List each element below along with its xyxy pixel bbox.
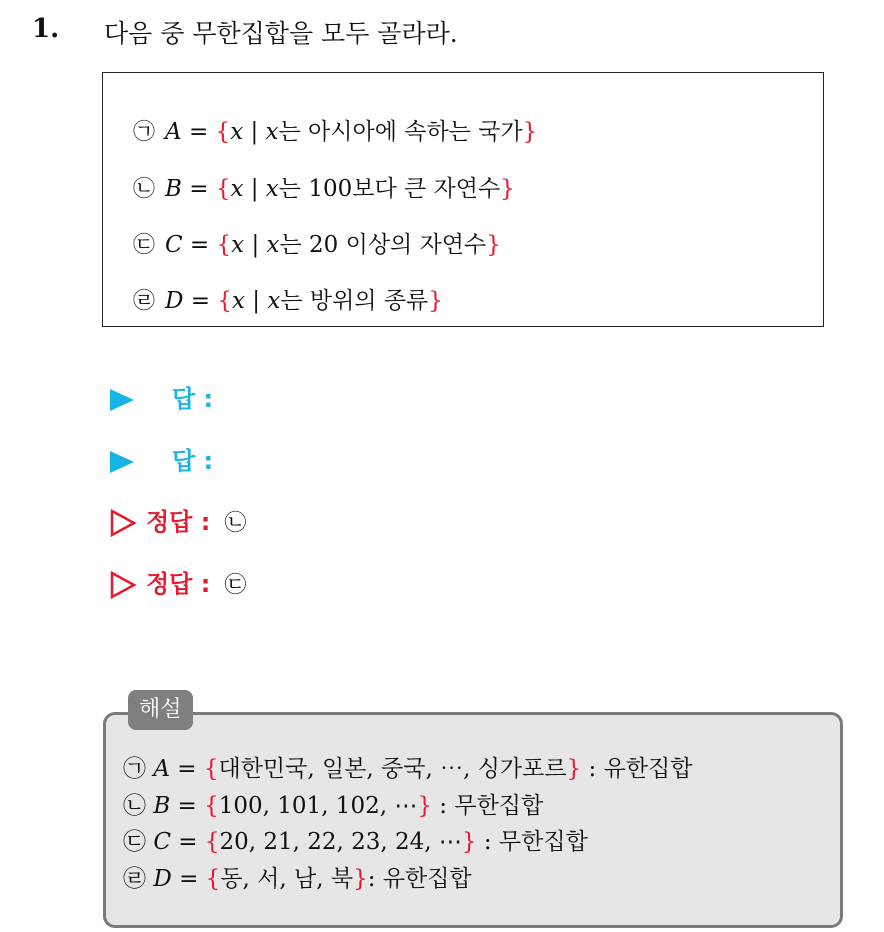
solution-line [123,787,543,820]
choice-symbol: ㉡ [123,793,146,819]
set-variable: D [165,288,184,314]
open-brace: { [204,793,219,819]
close-brace: } [353,866,368,892]
solution-box [103,712,843,928]
set-elements: 100, 101, 102, ⋯ [218,793,418,819]
choice-symbol: ㉣ [133,289,156,314]
choice-symbol: ㉠ [123,756,146,782]
choice-symbol: ㉢ [133,233,156,258]
set-condition: x | x [230,119,279,145]
equals-sign: = [170,829,205,855]
open-brace: { [216,232,232,258]
set-elements: 대한민국, 일본, 중국, ⋯, 싱가포르 [218,756,567,782]
correct-answer-label: 정답 : [146,570,211,598]
set-condition: x | x [232,288,281,314]
set-elements: 동, 서, 남, 북 [220,866,354,892]
outline-triangle-icon [110,509,136,537]
choices-box [102,72,824,327]
correct-answer-row [110,564,246,599]
set-elements: 20, 21, 22, 23, 24, ⋯ [219,829,462,855]
set-variable: D [153,866,172,892]
set-description: 는 100보다 큰 자연수 [278,176,501,202]
open-brace: { [217,288,233,314]
close-brace: } [417,793,432,819]
equals-sign: = [169,756,204,782]
close-brace: } [522,119,538,145]
filled-triangle-icon [110,389,134,411]
choice-symbol: ㉠ [133,120,156,145]
close-brace: } [566,756,582,782]
correct-answer-row [110,502,246,537]
set-condition: x | x [231,232,280,258]
equals-sign: = [181,119,216,145]
equals-sign: = [181,176,216,202]
answer-label: 답 : [172,447,214,475]
set-variable: C [165,232,183,258]
answer-blank-row [110,441,213,476]
set-condition: x | x [230,176,279,202]
set-result: : 유한집합 [367,866,472,892]
equals-sign: = [171,866,206,892]
equals-sign: = [183,288,218,314]
set-variable: C [153,829,171,855]
filled-triangle-icon [110,451,134,473]
set-description: 는 20 이상의 자연수 [279,232,487,258]
correct-answer-label: 정답 : [146,508,211,536]
solution-title: 해설 [128,690,193,730]
choice-symbol: ㉣ [123,866,146,892]
set-variable: B [153,793,171,819]
answer-label: 답 : [172,385,214,413]
solution-line [123,823,588,856]
set-description: 는 방위의 종류 [280,288,429,314]
open-brace: { [204,829,220,855]
answer-blank-row [110,379,213,414]
open-brace: { [215,119,231,145]
set-result: : 무한집합 [431,793,544,819]
close-brace: } [500,176,515,202]
question-text: 다음 중 무한집합을 모두 골라라. [104,19,458,48]
solution-line [123,860,472,893]
equals-sign: = [182,232,217,258]
outline-triangle-icon [110,571,136,599]
correct-answer-value: ㉢ [224,573,247,598]
choice-item [133,226,501,259]
equals-sign: = [170,793,205,819]
set-description: 는 아시아에 속하는 국가 [278,119,523,145]
choice-symbol: ㉢ [123,829,146,855]
set-variable: A [153,756,170,782]
solution-line [123,750,692,783]
close-brace: } [486,232,501,258]
correct-answer-value: ㉡ [224,511,247,536]
set-variable: B [165,176,182,202]
choice-item [133,282,443,315]
open-brace: { [205,866,221,892]
choice-item [133,170,515,203]
close-brace: } [461,829,477,855]
set-result: : 유한집합 [581,756,693,782]
open-brace: { [215,176,231,202]
question-number: 1. [32,14,60,44]
set-variable: A [165,119,182,145]
set-result: : 무한집합 [476,829,588,855]
open-brace: { [203,756,219,782]
close-brace: } [428,288,443,314]
choice-symbol: ㉡ [133,177,156,202]
choice-item [133,113,537,146]
